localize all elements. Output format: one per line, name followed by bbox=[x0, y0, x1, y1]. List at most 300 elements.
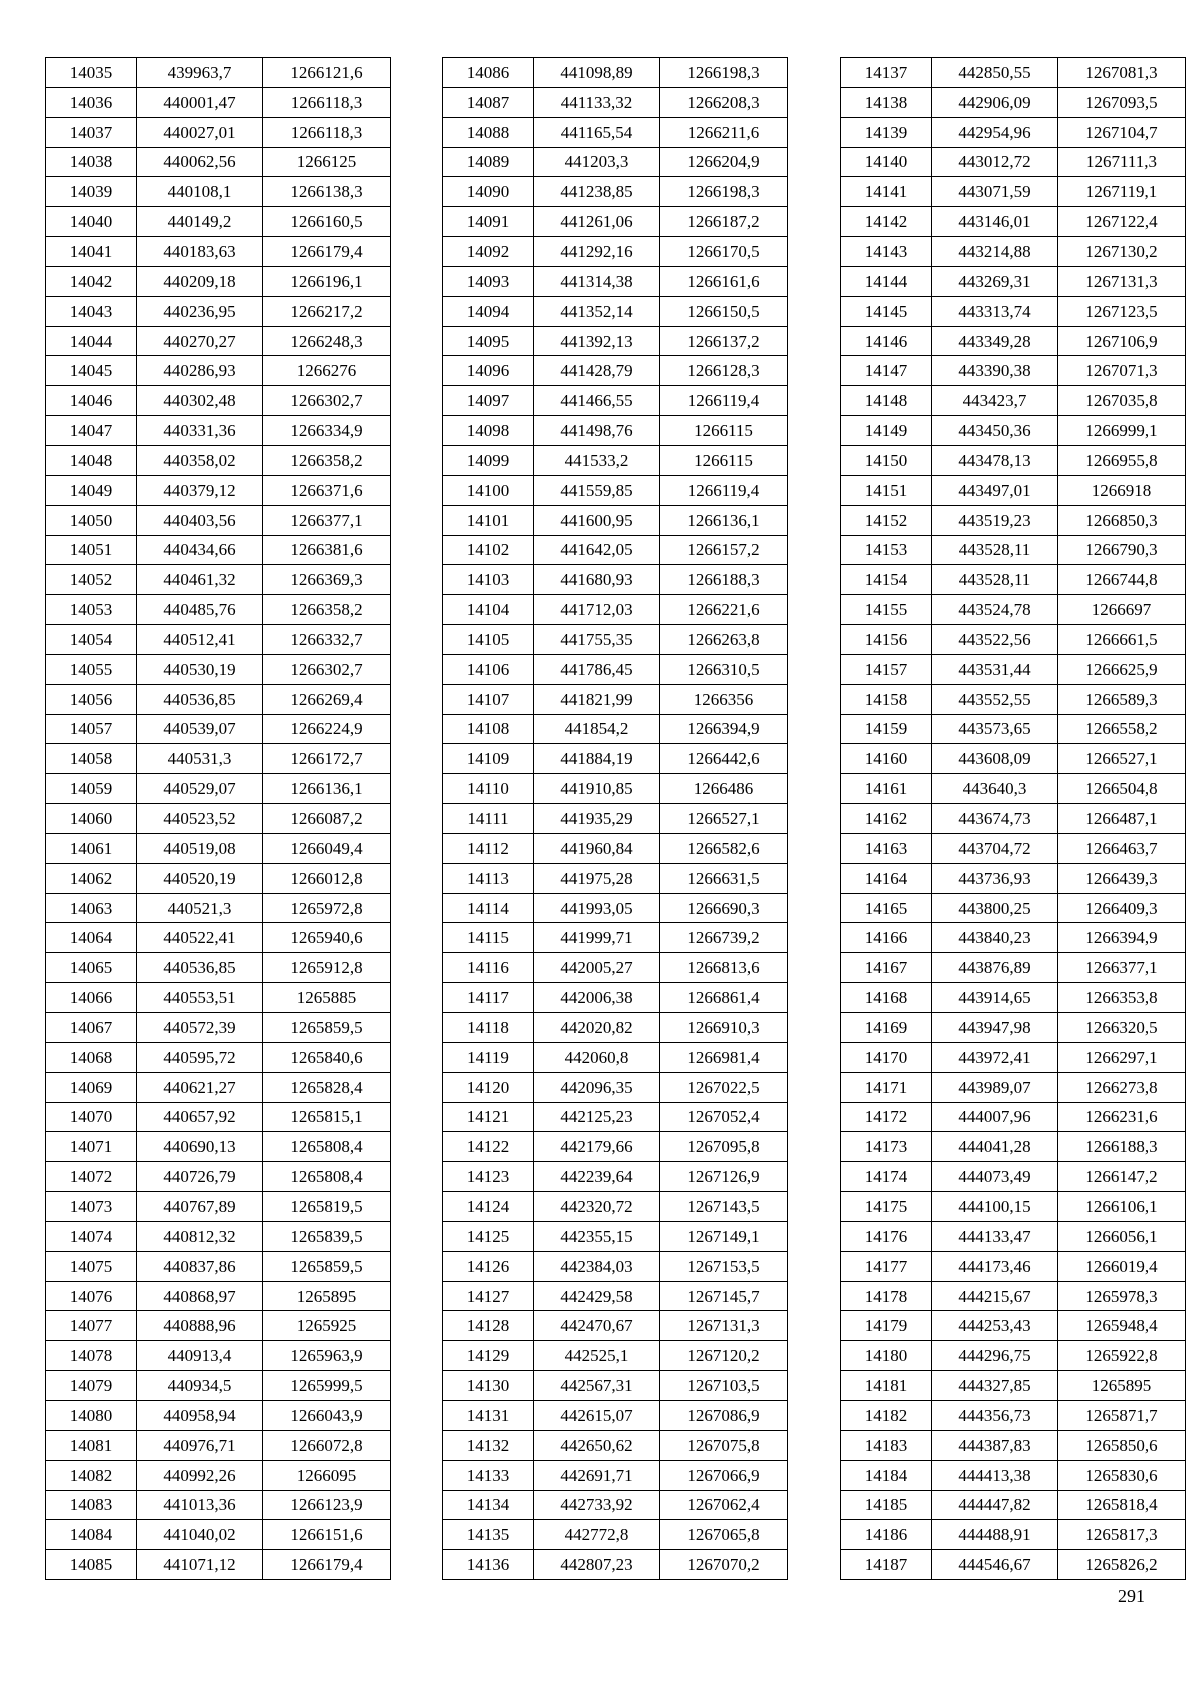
y-coordinate-cell: 1267022,5 bbox=[660, 1072, 788, 1102]
table-row bbox=[443, 237, 788, 267]
point-number-cell: 14128 bbox=[443, 1311, 534, 1341]
point-number-cell: 14076 bbox=[46, 1281, 137, 1311]
point-number-cell: 14093 bbox=[443, 266, 534, 296]
y-coordinate-cell: 1265925 bbox=[263, 1311, 391, 1341]
x-coordinate-cell: 440868,97 bbox=[137, 1281, 263, 1311]
point-number-cell: 14109 bbox=[443, 744, 534, 774]
table-row bbox=[46, 1192, 391, 1222]
point-number-cell: 14169 bbox=[841, 1013, 932, 1043]
point-number-cell: 14124 bbox=[443, 1192, 534, 1222]
table-row bbox=[841, 1251, 1186, 1281]
table-row bbox=[841, 983, 1186, 1013]
point-number-cell: 14186 bbox=[841, 1520, 932, 1550]
x-coordinate-cell: 441292,16 bbox=[534, 237, 660, 267]
y-coordinate-cell: 1266224,9 bbox=[263, 714, 391, 744]
y-coordinate-cell: 1265940,6 bbox=[263, 923, 391, 953]
x-coordinate-cell: 440529,07 bbox=[137, 774, 263, 804]
table-row bbox=[443, 893, 788, 923]
y-coordinate-cell: 1266248,3 bbox=[263, 326, 391, 356]
x-coordinate-cell: 444546,67 bbox=[932, 1550, 1058, 1580]
table-row bbox=[841, 1341, 1186, 1371]
x-coordinate-cell: 440837,86 bbox=[137, 1251, 263, 1281]
point-number-cell: 14099 bbox=[443, 445, 534, 475]
y-coordinate-cell: 1266221,6 bbox=[660, 595, 788, 625]
table-row bbox=[443, 595, 788, 625]
point-number-cell: 14102 bbox=[443, 535, 534, 565]
point-number-cell: 14075 bbox=[46, 1251, 137, 1281]
x-coordinate-cell: 444173,46 bbox=[932, 1251, 1058, 1281]
x-coordinate-cell: 443608,09 bbox=[932, 744, 1058, 774]
x-coordinate-cell: 440530,19 bbox=[137, 654, 263, 684]
y-coordinate-cell: 1266487,1 bbox=[1058, 804, 1186, 834]
x-coordinate-cell: 441533,2 bbox=[534, 445, 660, 475]
point-number-cell: 14162 bbox=[841, 804, 932, 834]
x-coordinate-cell: 440553,51 bbox=[137, 983, 263, 1013]
y-coordinate-cell: 1266072,8 bbox=[263, 1430, 391, 1460]
table-row bbox=[443, 177, 788, 207]
point-number-cell: 14122 bbox=[443, 1132, 534, 1162]
point-number-cell: 14105 bbox=[443, 625, 534, 655]
y-coordinate-cell: 1267103,5 bbox=[660, 1371, 788, 1401]
point-number-cell: 14045 bbox=[46, 356, 137, 386]
y-coordinate-cell: 1267131,3 bbox=[1058, 266, 1186, 296]
x-coordinate-cell: 440209,18 bbox=[137, 266, 263, 296]
point-number-cell: 14115 bbox=[443, 923, 534, 953]
y-coordinate-cell: 1265859,5 bbox=[263, 1013, 391, 1043]
x-coordinate-cell: 442954,96 bbox=[932, 117, 1058, 147]
x-coordinate-cell: 441993,05 bbox=[534, 893, 660, 923]
point-number-cell: 14119 bbox=[443, 1042, 534, 1072]
y-coordinate-cell: 1266115 bbox=[660, 445, 788, 475]
y-coordinate-cell: 1266527,1 bbox=[1058, 744, 1186, 774]
x-coordinate-cell: 441854,2 bbox=[534, 714, 660, 744]
table-row bbox=[46, 266, 391, 296]
point-number-cell: 14165 bbox=[841, 893, 932, 923]
table-row bbox=[443, 1251, 788, 1281]
point-number-cell: 14179 bbox=[841, 1311, 932, 1341]
x-coordinate-cell: 442615,07 bbox=[534, 1400, 660, 1430]
y-coordinate-cell: 1265895 bbox=[263, 1281, 391, 1311]
x-coordinate-cell: 440572,39 bbox=[137, 1013, 263, 1043]
point-number-cell: 14175 bbox=[841, 1192, 932, 1222]
y-coordinate-cell: 1265871,7 bbox=[1058, 1400, 1186, 1430]
table-row bbox=[443, 953, 788, 983]
x-coordinate-cell: 441133,32 bbox=[534, 87, 660, 117]
table-row bbox=[46, 177, 391, 207]
y-coordinate-cell: 1266269,4 bbox=[263, 684, 391, 714]
table-row bbox=[841, 1460, 1186, 1490]
x-coordinate-cell: 439963,7 bbox=[137, 58, 263, 88]
y-coordinate-cell: 1266439,3 bbox=[1058, 863, 1186, 893]
y-coordinate-cell: 1266910,3 bbox=[660, 1013, 788, 1043]
table-row bbox=[443, 416, 788, 446]
y-coordinate-cell: 1265972,8 bbox=[263, 893, 391, 923]
table-row bbox=[841, 266, 1186, 296]
y-coordinate-cell: 1266160,5 bbox=[263, 207, 391, 237]
table-row bbox=[841, 774, 1186, 804]
y-coordinate-cell: 1266999,1 bbox=[1058, 416, 1186, 446]
point-number-cell: 14129 bbox=[443, 1341, 534, 1371]
point-number-cell: 14094 bbox=[443, 296, 534, 326]
coordinates-table-middle bbox=[442, 57, 788, 1580]
point-number-cell: 14100 bbox=[443, 475, 534, 505]
point-number-cell: 14159 bbox=[841, 714, 932, 744]
x-coordinate-cell: 442060,8 bbox=[534, 1042, 660, 1072]
x-coordinate-cell: 444327,85 bbox=[932, 1371, 1058, 1401]
y-coordinate-cell: 1266558,2 bbox=[1058, 714, 1186, 744]
y-coordinate-cell: 1267120,2 bbox=[660, 1341, 788, 1371]
table-row bbox=[841, 804, 1186, 834]
table-row bbox=[841, 1520, 1186, 1550]
y-coordinate-cell: 1266188,3 bbox=[1058, 1132, 1186, 1162]
table-row bbox=[841, 296, 1186, 326]
y-coordinate-cell: 1266377,1 bbox=[1058, 953, 1186, 983]
x-coordinate-cell: 440934,5 bbox=[137, 1371, 263, 1401]
point-number-cell: 14134 bbox=[443, 1490, 534, 1520]
x-coordinate-cell: 441013,36 bbox=[137, 1490, 263, 1520]
point-number-cell: 14061 bbox=[46, 833, 137, 863]
point-number-cell: 14185 bbox=[841, 1490, 932, 1520]
page-number: 291 bbox=[1118, 1586, 1145, 1606]
x-coordinate-cell: 442733,92 bbox=[534, 1490, 660, 1520]
table-row bbox=[443, 535, 788, 565]
x-coordinate-cell: 442850,55 bbox=[932, 58, 1058, 88]
table-row bbox=[443, 87, 788, 117]
y-coordinate-cell: 1267052,4 bbox=[660, 1102, 788, 1132]
point-number-cell: 14107 bbox=[443, 684, 534, 714]
x-coordinate-cell: 441642,05 bbox=[534, 535, 660, 565]
y-coordinate-cell: 1266790,3 bbox=[1058, 535, 1186, 565]
table-row bbox=[443, 58, 788, 88]
x-coordinate-cell: 441098,89 bbox=[534, 58, 660, 88]
x-coordinate-cell: 444100,15 bbox=[932, 1192, 1058, 1222]
x-coordinate-cell: 441755,35 bbox=[534, 625, 660, 655]
point-number-cell: 14173 bbox=[841, 1132, 932, 1162]
y-coordinate-cell: 1266151,6 bbox=[263, 1520, 391, 1550]
table-row bbox=[46, 595, 391, 625]
point-number-cell: 14160 bbox=[841, 744, 932, 774]
y-coordinate-cell: 1265808,4 bbox=[263, 1162, 391, 1192]
y-coordinate-cell: 1265850,6 bbox=[1058, 1430, 1186, 1460]
x-coordinate-cell: 443524,78 bbox=[932, 595, 1058, 625]
y-coordinate-cell: 1266918 bbox=[1058, 475, 1186, 505]
x-coordinate-cell: 443519,23 bbox=[932, 505, 1058, 535]
y-coordinate-cell: 1267123,5 bbox=[1058, 296, 1186, 326]
y-coordinate-cell: 1266198,3 bbox=[660, 58, 788, 88]
point-number-cell: 14181 bbox=[841, 1371, 932, 1401]
x-coordinate-cell: 440536,85 bbox=[137, 953, 263, 983]
point-number-cell: 14081 bbox=[46, 1430, 137, 1460]
y-coordinate-cell: 1267066,9 bbox=[660, 1460, 788, 1490]
point-number-cell: 14062 bbox=[46, 863, 137, 893]
table-row bbox=[841, 1042, 1186, 1072]
table-row bbox=[46, 565, 391, 595]
point-number-cell: 14074 bbox=[46, 1221, 137, 1251]
y-coordinate-cell: 1267075,8 bbox=[660, 1430, 788, 1460]
y-coordinate-cell: 1266263,8 bbox=[660, 625, 788, 655]
y-coordinate-cell: 1266095 bbox=[263, 1460, 391, 1490]
table-row bbox=[443, 386, 788, 416]
x-coordinate-cell: 441314,38 bbox=[534, 266, 660, 296]
x-coordinate-cell: 444488,91 bbox=[932, 1520, 1058, 1550]
point-number-cell: 14184 bbox=[841, 1460, 932, 1490]
y-coordinate-cell: 1266381,6 bbox=[263, 535, 391, 565]
coordinates-table-left bbox=[45, 57, 391, 1580]
y-coordinate-cell: 1266231,6 bbox=[1058, 1102, 1186, 1132]
x-coordinate-cell: 442384,03 bbox=[534, 1251, 660, 1281]
point-number-cell: 14125 bbox=[443, 1221, 534, 1251]
x-coordinate-cell: 442807,23 bbox=[534, 1550, 660, 1580]
table-row bbox=[841, 1013, 1186, 1043]
point-number-cell: 14161 bbox=[841, 774, 932, 804]
point-number-cell: 14137 bbox=[841, 58, 932, 88]
y-coordinate-cell: 1266128,3 bbox=[660, 356, 788, 386]
point-number-cell: 14183 bbox=[841, 1430, 932, 1460]
table-row bbox=[46, 1072, 391, 1102]
table-row bbox=[46, 535, 391, 565]
table-row bbox=[46, 774, 391, 804]
y-coordinate-cell: 1267065,8 bbox=[660, 1520, 788, 1550]
y-coordinate-cell: 1266409,3 bbox=[1058, 893, 1186, 923]
table-row bbox=[46, 1311, 391, 1341]
table-row bbox=[841, 87, 1186, 117]
x-coordinate-cell: 443674,73 bbox=[932, 804, 1058, 834]
x-coordinate-cell: 443704,72 bbox=[932, 833, 1058, 863]
point-number-cell: 14082 bbox=[46, 1460, 137, 1490]
x-coordinate-cell: 440595,72 bbox=[137, 1042, 263, 1072]
y-coordinate-cell: 1266310,5 bbox=[660, 654, 788, 684]
y-coordinate-cell: 1267081,3 bbox=[1058, 58, 1186, 88]
table-row bbox=[443, 744, 788, 774]
y-coordinate-cell: 1267062,4 bbox=[660, 1490, 788, 1520]
point-number-cell: 14070 bbox=[46, 1102, 137, 1132]
point-number-cell: 14177 bbox=[841, 1251, 932, 1281]
y-coordinate-cell: 1266147,2 bbox=[1058, 1162, 1186, 1192]
x-coordinate-cell: 444253,43 bbox=[932, 1311, 1058, 1341]
x-coordinate-cell: 443972,41 bbox=[932, 1042, 1058, 1072]
y-coordinate-cell: 1265978,3 bbox=[1058, 1281, 1186, 1311]
x-coordinate-cell: 440331,36 bbox=[137, 416, 263, 446]
table-row bbox=[443, 1102, 788, 1132]
y-coordinate-cell: 1267153,5 bbox=[660, 1251, 788, 1281]
point-number-cell: 14157 bbox=[841, 654, 932, 684]
table-row bbox=[841, 1550, 1186, 1580]
point-number-cell: 14168 bbox=[841, 983, 932, 1013]
point-number-cell: 14089 bbox=[443, 147, 534, 177]
x-coordinate-cell: 441261,06 bbox=[534, 207, 660, 237]
x-coordinate-cell: 443349,28 bbox=[932, 326, 1058, 356]
table-row bbox=[443, 1042, 788, 1072]
y-coordinate-cell: 1265948,4 bbox=[1058, 1311, 1186, 1341]
x-coordinate-cell: 442020,82 bbox=[534, 1013, 660, 1043]
table-row bbox=[46, 1550, 391, 1580]
y-coordinate-cell: 1265840,6 bbox=[263, 1042, 391, 1072]
x-coordinate-cell: 441203,3 bbox=[534, 147, 660, 177]
x-coordinate-cell: 440302,48 bbox=[137, 386, 263, 416]
point-number-cell: 14069 bbox=[46, 1072, 137, 1102]
table-row bbox=[443, 565, 788, 595]
table-row bbox=[46, 625, 391, 655]
x-coordinate-cell: 441071,12 bbox=[137, 1550, 263, 1580]
table-row bbox=[46, 1371, 391, 1401]
y-coordinate-cell: 1266208,3 bbox=[660, 87, 788, 117]
x-coordinate-cell: 444296,75 bbox=[932, 1341, 1058, 1371]
y-coordinate-cell: 1266334,9 bbox=[263, 416, 391, 446]
point-number-cell: 14098 bbox=[443, 416, 534, 446]
point-number-cell: 14132 bbox=[443, 1430, 534, 1460]
point-number-cell: 14121 bbox=[443, 1102, 534, 1132]
x-coordinate-cell: 443736,93 bbox=[932, 863, 1058, 893]
point-number-cell: 14110 bbox=[443, 774, 534, 804]
y-coordinate-cell: 1266172,7 bbox=[263, 744, 391, 774]
point-number-cell: 14142 bbox=[841, 207, 932, 237]
table-row bbox=[46, 505, 391, 535]
y-coordinate-cell: 1265817,3 bbox=[1058, 1520, 1186, 1550]
x-coordinate-cell: 444387,83 bbox=[932, 1430, 1058, 1460]
y-coordinate-cell: 1266353,8 bbox=[1058, 983, 1186, 1013]
table-row bbox=[46, 1013, 391, 1043]
y-coordinate-cell: 1266012,8 bbox=[263, 863, 391, 893]
y-coordinate-cell: 1265885 bbox=[263, 983, 391, 1013]
x-coordinate-cell: 440149,2 bbox=[137, 207, 263, 237]
point-number-cell: 14058 bbox=[46, 744, 137, 774]
point-number-cell: 14060 bbox=[46, 804, 137, 834]
x-coordinate-cell: 444356,73 bbox=[932, 1400, 1058, 1430]
x-coordinate-cell: 441040,02 bbox=[137, 1520, 263, 1550]
y-coordinate-cell: 1266358,2 bbox=[263, 595, 391, 625]
x-coordinate-cell: 442429,58 bbox=[534, 1281, 660, 1311]
y-coordinate-cell: 1266369,3 bbox=[263, 565, 391, 595]
point-number-cell: 14047 bbox=[46, 416, 137, 446]
table-row bbox=[46, 1102, 391, 1132]
point-number-cell: 14148 bbox=[841, 386, 932, 416]
point-number-cell: 14118 bbox=[443, 1013, 534, 1043]
table-row bbox=[443, 1520, 788, 1550]
table-row bbox=[46, 58, 391, 88]
table-row bbox=[46, 833, 391, 863]
point-number-cell: 14056 bbox=[46, 684, 137, 714]
table-row bbox=[443, 207, 788, 237]
y-coordinate-cell: 1266442,6 bbox=[660, 744, 788, 774]
y-coordinate-cell: 1266118,3 bbox=[263, 117, 391, 147]
x-coordinate-cell: 440434,66 bbox=[137, 535, 263, 565]
x-coordinate-cell: 440992,26 bbox=[137, 1460, 263, 1490]
point-number-cell: 14059 bbox=[46, 774, 137, 804]
x-coordinate-cell: 441821,99 bbox=[534, 684, 660, 714]
y-coordinate-cell: 1266744,8 bbox=[1058, 565, 1186, 595]
y-coordinate-cell: 1266119,4 bbox=[660, 386, 788, 416]
x-coordinate-cell: 443214,88 bbox=[932, 237, 1058, 267]
point-number-cell: 14163 bbox=[841, 833, 932, 863]
table-row bbox=[46, 1490, 391, 1520]
x-coordinate-cell: 442096,35 bbox=[534, 1072, 660, 1102]
x-coordinate-cell: 440531,3 bbox=[137, 744, 263, 774]
x-coordinate-cell: 440539,07 bbox=[137, 714, 263, 744]
point-number-cell: 14155 bbox=[841, 595, 932, 625]
y-coordinate-cell: 1265922,8 bbox=[1058, 1341, 1186, 1371]
table-row bbox=[841, 923, 1186, 953]
point-number-cell: 14071 bbox=[46, 1132, 137, 1162]
table-row bbox=[46, 1042, 391, 1072]
y-coordinate-cell: 1267035,8 bbox=[1058, 386, 1186, 416]
y-coordinate-cell: 1266136,1 bbox=[660, 505, 788, 535]
point-number-cell: 14053 bbox=[46, 595, 137, 625]
point-number-cell: 14126 bbox=[443, 1251, 534, 1281]
x-coordinate-cell: 440512,41 bbox=[137, 625, 263, 655]
table-row bbox=[443, 774, 788, 804]
y-coordinate-cell: 1265895 bbox=[1058, 1371, 1186, 1401]
point-number-cell: 14064 bbox=[46, 923, 137, 953]
x-coordinate-cell: 443390,38 bbox=[932, 356, 1058, 386]
y-coordinate-cell: 1266377,1 bbox=[263, 505, 391, 535]
x-coordinate-cell: 440521,3 bbox=[137, 893, 263, 923]
table-row bbox=[841, 893, 1186, 923]
x-coordinate-cell: 443914,65 bbox=[932, 983, 1058, 1013]
table-row bbox=[841, 1490, 1186, 1520]
table-row bbox=[46, 1400, 391, 1430]
point-number-cell: 14138 bbox=[841, 87, 932, 117]
y-coordinate-cell: 1266138,3 bbox=[263, 177, 391, 207]
x-coordinate-cell: 443071,59 bbox=[932, 177, 1058, 207]
x-coordinate-cell: 440461,32 bbox=[137, 565, 263, 595]
x-coordinate-cell: 442239,64 bbox=[534, 1162, 660, 1192]
table-row bbox=[443, 1490, 788, 1520]
point-number-cell: 14080 bbox=[46, 1400, 137, 1430]
x-coordinate-cell: 443947,98 bbox=[932, 1013, 1058, 1043]
y-coordinate-cell: 1266118,3 bbox=[263, 87, 391, 117]
point-number-cell: 14049 bbox=[46, 475, 137, 505]
table-row bbox=[46, 87, 391, 117]
point-number-cell: 14135 bbox=[443, 1520, 534, 1550]
x-coordinate-cell: 440976,71 bbox=[137, 1430, 263, 1460]
coordinates-table-right bbox=[840, 57, 1186, 1580]
table-row bbox=[443, 356, 788, 386]
x-coordinate-cell: 444007,96 bbox=[932, 1102, 1058, 1132]
table-row bbox=[841, 863, 1186, 893]
y-coordinate-cell: 1266631,5 bbox=[660, 863, 788, 893]
x-coordinate-cell: 441935,29 bbox=[534, 804, 660, 834]
y-coordinate-cell: 1266276 bbox=[263, 356, 391, 386]
table-row bbox=[443, 923, 788, 953]
point-number-cell: 14156 bbox=[841, 625, 932, 655]
table-row bbox=[841, 684, 1186, 714]
y-coordinate-cell: 1266056,1 bbox=[1058, 1221, 1186, 1251]
point-number-cell: 14170 bbox=[841, 1042, 932, 1072]
y-coordinate-cell: 1266394,9 bbox=[1058, 923, 1186, 953]
table-row bbox=[46, 863, 391, 893]
point-number-cell: 14106 bbox=[443, 654, 534, 684]
table-row bbox=[46, 326, 391, 356]
x-coordinate-cell: 440958,94 bbox=[137, 1400, 263, 1430]
point-number-cell: 14073 bbox=[46, 1192, 137, 1222]
point-number-cell: 14067 bbox=[46, 1013, 137, 1043]
x-coordinate-cell: 443640,3 bbox=[932, 774, 1058, 804]
y-coordinate-cell: 1266527,1 bbox=[660, 804, 788, 834]
table-row bbox=[443, 1281, 788, 1311]
point-number-cell: 14097 bbox=[443, 386, 534, 416]
x-coordinate-cell: 440523,52 bbox=[137, 804, 263, 834]
point-number-cell: 14187 bbox=[841, 1550, 932, 1580]
x-coordinate-cell: 440108,1 bbox=[137, 177, 263, 207]
point-number-cell: 14167 bbox=[841, 953, 932, 983]
table-row bbox=[841, 1281, 1186, 1311]
y-coordinate-cell: 1266121,6 bbox=[263, 58, 391, 88]
x-coordinate-cell: 441712,03 bbox=[534, 595, 660, 625]
y-coordinate-cell: 1267106,9 bbox=[1058, 326, 1186, 356]
x-coordinate-cell: 442355,15 bbox=[534, 1221, 660, 1251]
x-coordinate-cell: 443423,7 bbox=[932, 386, 1058, 416]
y-coordinate-cell: 1267145,7 bbox=[660, 1281, 788, 1311]
